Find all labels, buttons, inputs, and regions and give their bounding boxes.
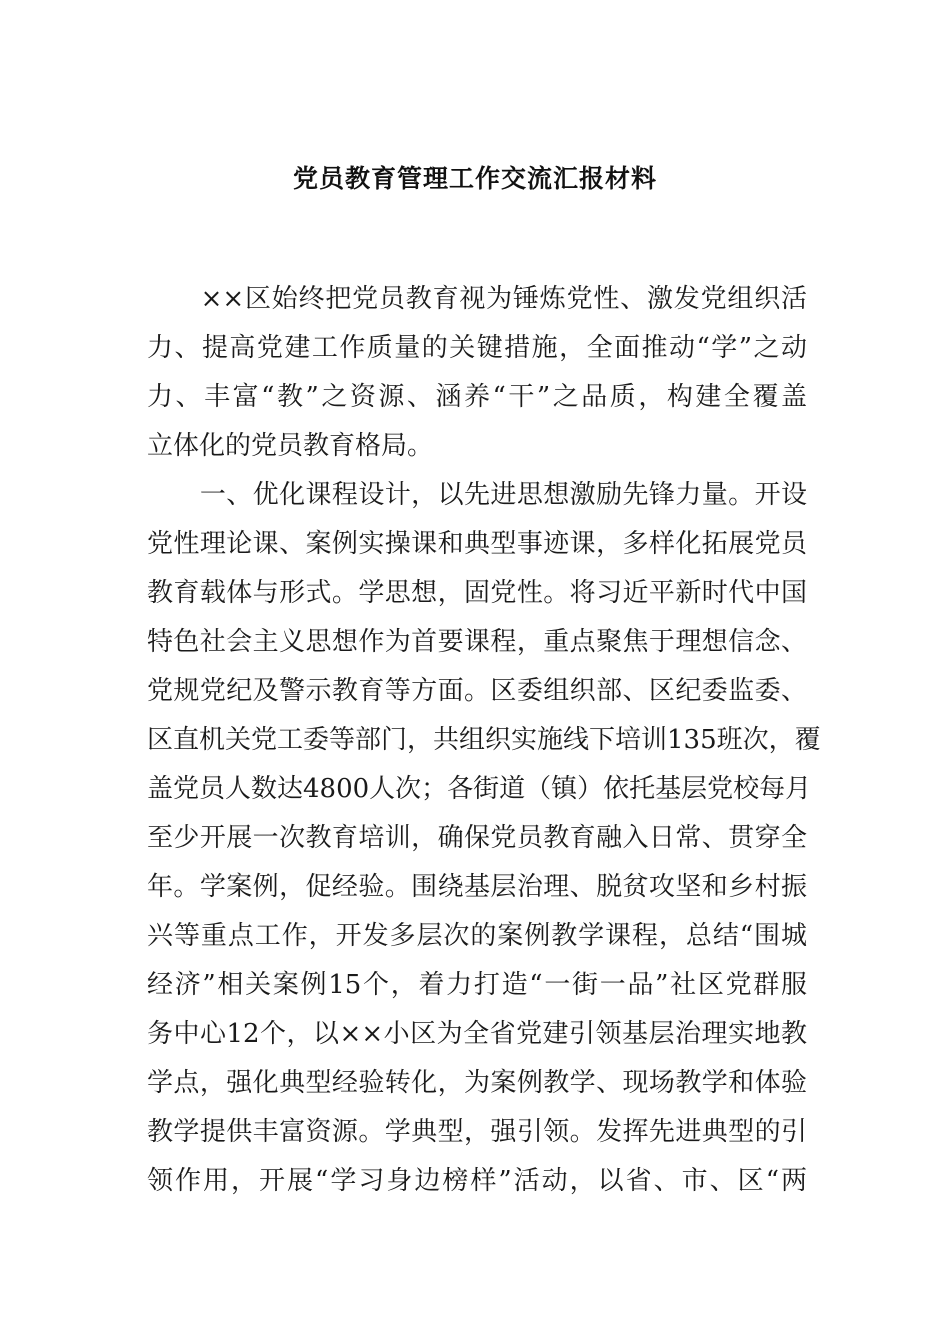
text-line: 领作用，开展“学习身边榜样”活动，以省、市、区“两	[147, 1166, 807, 1196]
text-line: 党性理论课、案例实操课和典型事迹课，多样化拓展党员	[147, 529, 807, 559]
text-line: 学点，强化典型经验转化，为案例教学、现场教学和体验	[147, 1068, 807, 1098]
text-line: 务中心12个，以××小区为全省党建引领基层治理实地教	[147, 1019, 807, 1049]
text-line: 党规党纪及警示教育等方面。区委组织部、区纪委监委、	[147, 676, 807, 706]
text-line: 区直机关党工委等部门，共组织实施线下培训135班次，覆	[147, 725, 821, 755]
text-line: 一、优化课程设计，以先进思想激励先锋力量。开设	[147, 480, 807, 510]
text-line: 教育载体与形式。学思想，固党性。将习近平新时代中国	[147, 578, 807, 608]
document-title: 党员教育管理工作交流汇报材料	[292, 164, 657, 193]
text-line: 年。学案例，促经验。围绕基层治理、脱贫攻坚和乡村振	[147, 872, 807, 902]
text-line: 特色社会主义思想作为首要课程，重点聚焦于理想信念、	[147, 627, 807, 657]
paragraph-2	[147, 471, 821, 1206]
paragraph-1	[147, 275, 807, 471]
text-line: 至少开展一次教育培训，确保党员教育融入日常、贯穿全	[147, 823, 807, 853]
text-line: ××区始终把党员教育视为锤炼党性、激发党组织活	[147, 284, 807, 314]
text-line: 力、提高党建工作质量的关键措施，全面推动“学”之动	[147, 333, 807, 363]
text-line: 兴等重点工作，开发多层次的案例教学课程，总结“围城	[147, 921, 807, 951]
text-line: 教学提供丰富资源。学典型，强引领。发挥先进典型的引	[147, 1117, 807, 1147]
text-line: 力、丰富“教”之资源、涵养“干”之品质，构建全覆盖	[147, 382, 807, 412]
text-line: 立体化的党员教育格局。	[147, 431, 434, 461]
document-body	[147, 275, 821, 1206]
text-line: 经济”相关案例15个，着力打造“一街一品”社区党群服	[147, 970, 807, 1000]
text-line: 盖党员人数达4800人次；各街道（镇）依托基层党校每月	[147, 774, 812, 804]
